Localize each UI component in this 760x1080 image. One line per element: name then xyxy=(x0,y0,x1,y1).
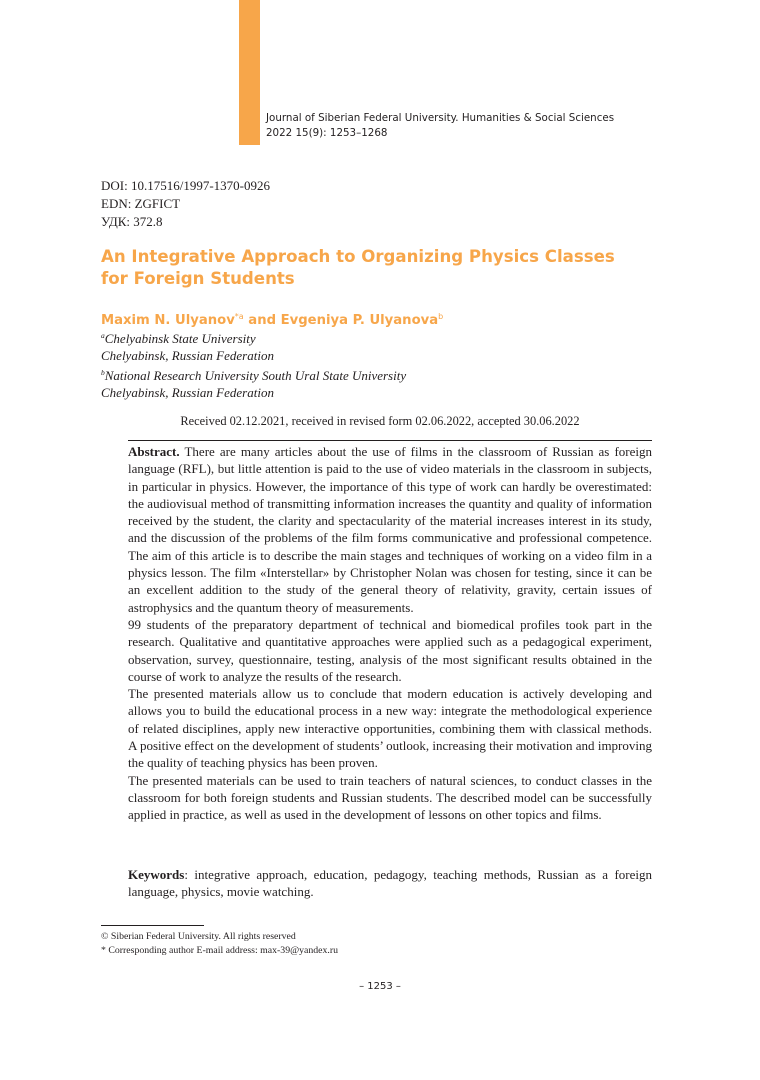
author-1-mark: *a xyxy=(234,312,244,321)
keywords-text: : integrative approach, education, pedagogy, teaching methods, Russian as a foreign language, physics, movie watching. xyxy=(128,867,652,900)
abstract-paragraph-2: 99 students of the preparatory department of technical and biomedical profiles took part in the research. Qualitative and quantitative approaches were applied such as a pedagogical experiment, observation, survey, questionnaire, testing, analysis of the most significant results obtained in the course of work to analyze the results of the research. xyxy=(128,616,652,684)
journal-header xyxy=(266,111,614,141)
journal-issue: 2022 15(9): 1253–1268 xyxy=(266,127,388,139)
author-join: and xyxy=(243,313,281,328)
abstract-label: Abstract. xyxy=(128,444,180,459)
abstract-divider xyxy=(128,440,652,441)
orange-accent-bar xyxy=(239,0,260,145)
footnote-divider xyxy=(101,925,204,926)
affiliation-a: $^a$Chelyabinsk State University xyxy=(101,331,256,346)
article-title: An Integrative Approach to Organizing Physics Classes for Foreign Students xyxy=(101,247,615,288)
abstract xyxy=(128,443,652,824)
author-1: Maxim N. Ulyanov xyxy=(101,313,235,328)
authors-line xyxy=(101,308,443,329)
corresponding-author-note: * Corresponding author E-mail address: max-39@yandex.ru xyxy=(101,945,339,956)
author-2: Evgeniya P. Ulyanova xyxy=(280,313,439,328)
affiliation-b-city: Chelyabinsk, Russian Federation xyxy=(101,385,274,400)
footnotes xyxy=(101,930,338,958)
abstract-paragraph-3: The presented materials allow us to conclude that modern education is actively developing and allows you to build the educational process in a new way: integrate the methodological experience of related disciplines, apply new interactive opportunities, combining them with classical methods. A positive effect on the development of students’ outlook, increasing their motivation and improving the quality of teaching physics has been proven. xyxy=(128,686,652,771)
udk: УДК: 372.8 xyxy=(101,214,163,229)
journal-name: Journal of Siberian Federal University. Humanities & Social Sciences xyxy=(266,112,615,124)
abstract-paragraph-1: Abstract. There are many articles about the use of films in the classroom of Russian as foreign language (RFL), but little attention is paid to the use of video materials in the classroom in subjects, in particular in physics. However, the importance of this type of work can hardly be overestimated: the audiovisual method of transmitting information increases the quantity and quality of information received by the student, the clarity and spectacularity of the material increases interest in its study, and the discussion of the problems of the film forms communicative and professional competence. The aim of this article is to describe the main stages and techniques of working on a video film in a physics lesson. The film «Interstellar» by Christopher Nolan was chosen for testing, since it can be an excellent addition to the study of the general theory of relativity, gravity, certain issues of astrophysics and the quantum theory of measurements. xyxy=(128,444,652,615)
keywords xyxy=(128,866,652,901)
affiliation-a-city: Chelyabinsk, Russian Federation xyxy=(101,348,274,363)
doi: DOI: 10.17516/1997-1370-0926 xyxy=(101,178,270,193)
article-identifiers xyxy=(101,177,270,231)
affiliation-b: $^b$National Research University South Ural State University xyxy=(101,368,407,383)
keywords-label: Keywords xyxy=(128,867,185,882)
received-dates: Received 02.12.2021, received in revised form 02.06.2022, accepted 30.06.2022 xyxy=(180,414,580,428)
abstract-paragraph-4: The presented materials can be used to train teachers of natural sciences, to conduct classes in the classroom for both foreign students and Russian students. The described model can be successfully applied in practice, as well as used in the development of lessons on other topics and films. xyxy=(128,772,652,823)
copyright-note: © Siberian Federal University. All rights reserved xyxy=(101,931,296,942)
page-number: – 1253 – xyxy=(359,981,401,992)
author-2-mark: b xyxy=(438,312,444,321)
affiliations xyxy=(101,327,406,401)
edn: EDN: ZGFICT xyxy=(101,196,181,211)
